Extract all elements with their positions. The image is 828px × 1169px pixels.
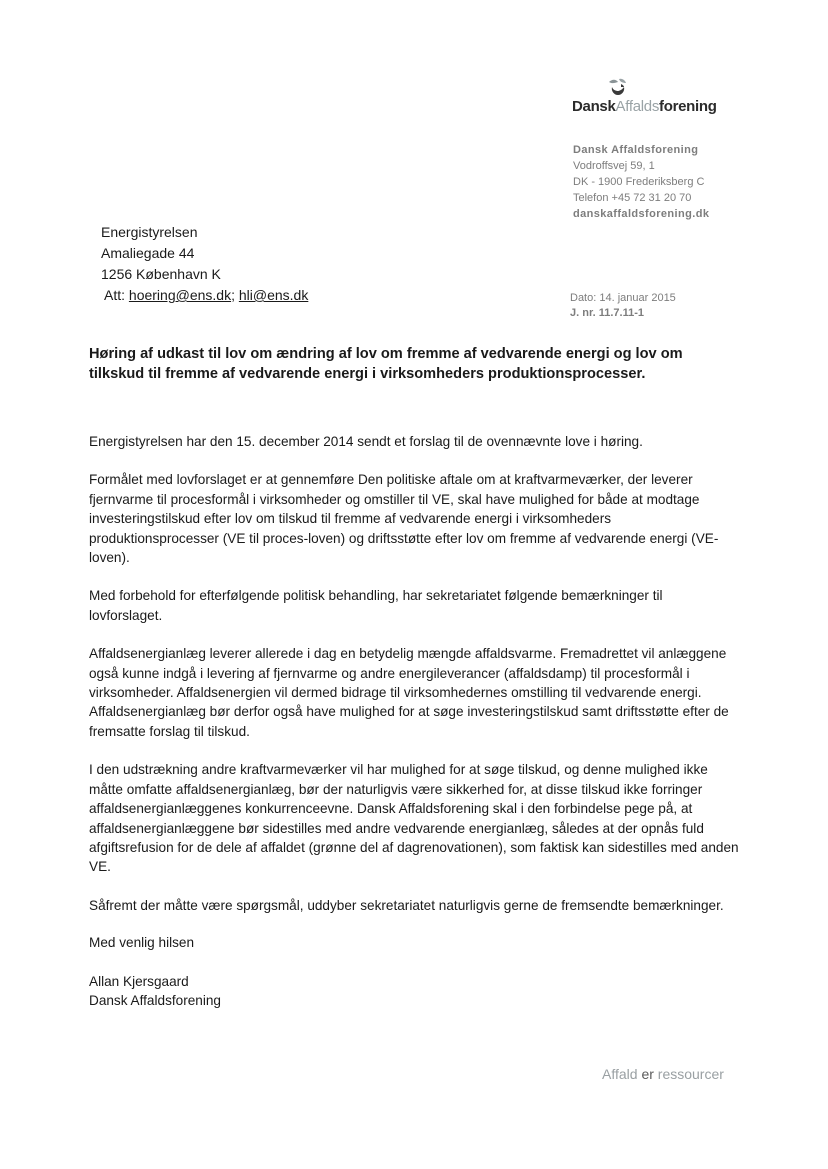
signer-organization: Dansk Affaldsforening	[89, 993, 221, 1009]
tagline-er: er	[641, 1066, 654, 1082]
footer-tagline	[602, 1066, 724, 1082]
sender-street: Vodroffsvej 59, 1	[573, 160, 655, 172]
letter-meta	[570, 291, 676, 321]
tagline-affald: Affald	[602, 1066, 642, 1082]
tagline-ressourcer: ressourcer	[653, 1066, 724, 1082]
organization-logo	[572, 76, 722, 120]
paragraph-1: Energistyrelsen har den 15. december 2014 sendt et forslag til de ovennævnte love i høring.	[89, 434, 643, 449]
paragraph-3: Med forbehold for efterfølgende politisk behandling, har sekretariatet følgende bemærkninger til lovforslaget.	[89, 588, 663, 623]
signer-name: Allan Kjersgaard	[89, 974, 189, 989]
logo-text-forening: forening	[659, 98, 717, 115]
email-link-hoering[interactable]: hoering@ens.dk	[128, 287, 232, 303]
signature-block	[89, 972, 221, 1011]
recipient-street: Amaliegade 44	[101, 245, 195, 261]
logo-text-affalds: Affalds	[615, 98, 660, 115]
logo-text-dansk: Dansk	[572, 98, 616, 115]
sender-phone: Telefon +45 72 31 20 70	[573, 192, 692, 204]
attention-label: Att:	[104, 287, 129, 303]
journal-number: J. nr. 11.7.11-1	[570, 307, 645, 319]
recipient-name: Energistyrelsen	[101, 224, 198, 240]
email-separator: ;	[231, 287, 239, 303]
letter-subject: Høring af udkast til lov om ændring af lov om fremme af vedvarende energi og lov om tilkskud til fremme af vedvarende energi i virksomheders produktionsprocesser.	[89, 346, 683, 382]
closing-greeting: Med venlig hilsen	[89, 935, 195, 950]
sender-address	[573, 142, 709, 222]
sender-website: danskaffaldsforening.dk	[573, 208, 710, 220]
letter-date: Dato: 14. januar 2015	[570, 292, 676, 304]
recipient-city: 1256 København K	[101, 266, 221, 282]
paragraph-2: Formålet med lovforslaget er at gennemføre Den politiske aftale om at kraftvarmeværker, der leverer fjernvarme til procesformål i virksomheder og omstiller til VE, skal have mulighed for både at modtage investeringstilskud efter lov om tilskud til fremme af vedvarende energi i virksomheders produktionsprocesser (VE til proces-loven) og driftsstøtte efter lov om fremme af vedvarende energi (VE-loven).	[89, 472, 719, 566]
paragraph-4: Affaldsenergianlæg leverer allerede i dag en betydelig mængde affaldsvarme. Fremadrettet vil anlæggene også kunne indgå i levering af fjernvarme og andre energileverancer (affaldsdamp) til procesformål i virksomheder. Affaldsenergien vil dermed bidrage til virksomhedernes omstilling til vedvarende energi. Affaldsenergianlæg bør derfor også have mulighed for at søge investeringstilskud samt driftsstøtte efter de fremsatte forslag til tilskud.	[89, 646, 729, 739]
sender-name: Dansk Affaldsforening	[573, 144, 699, 156]
recycling-leaf-icon	[606, 76, 628, 98]
recipient-address	[101, 222, 308, 306]
sender-city: DK - 1900 Frederiksberg C	[573, 176, 705, 188]
logo-wordmark	[572, 98, 717, 115]
paragraph-6: Såfremt der måtte være spørgsmål, uddyber sekretariatet naturligvis gerne de fremsendte bemærkninger.	[89, 897, 724, 913]
paragraph-5: I den udstrækning andre kraftvarmeværker vil har mulighed for at søge tilskud, og denne mulighed ikke måtte omfatte affaldsenergianlæg, bør der naturligvis være sikkerhed for, at disse tilskud ikke forringer affaldsenergianlæggenes konkurrenceevne. Dansk Affaldsforening skal i den forbindelse pege på, at affaldsenergianlæggene bør sidestilles med andre vedvarende energianlæg, således at der opnås fuld afgiftsrefusion for de dele af affaldet (grønne del af dagrenovationen), som faktisk kan sidestilles med anden VE.	[89, 762, 739, 875]
email-link-hli[interactable]: hli@ens.dk	[238, 287, 309, 303]
recipient-attention	[101, 285, 308, 306]
letter-body	[89, 432, 739, 934]
